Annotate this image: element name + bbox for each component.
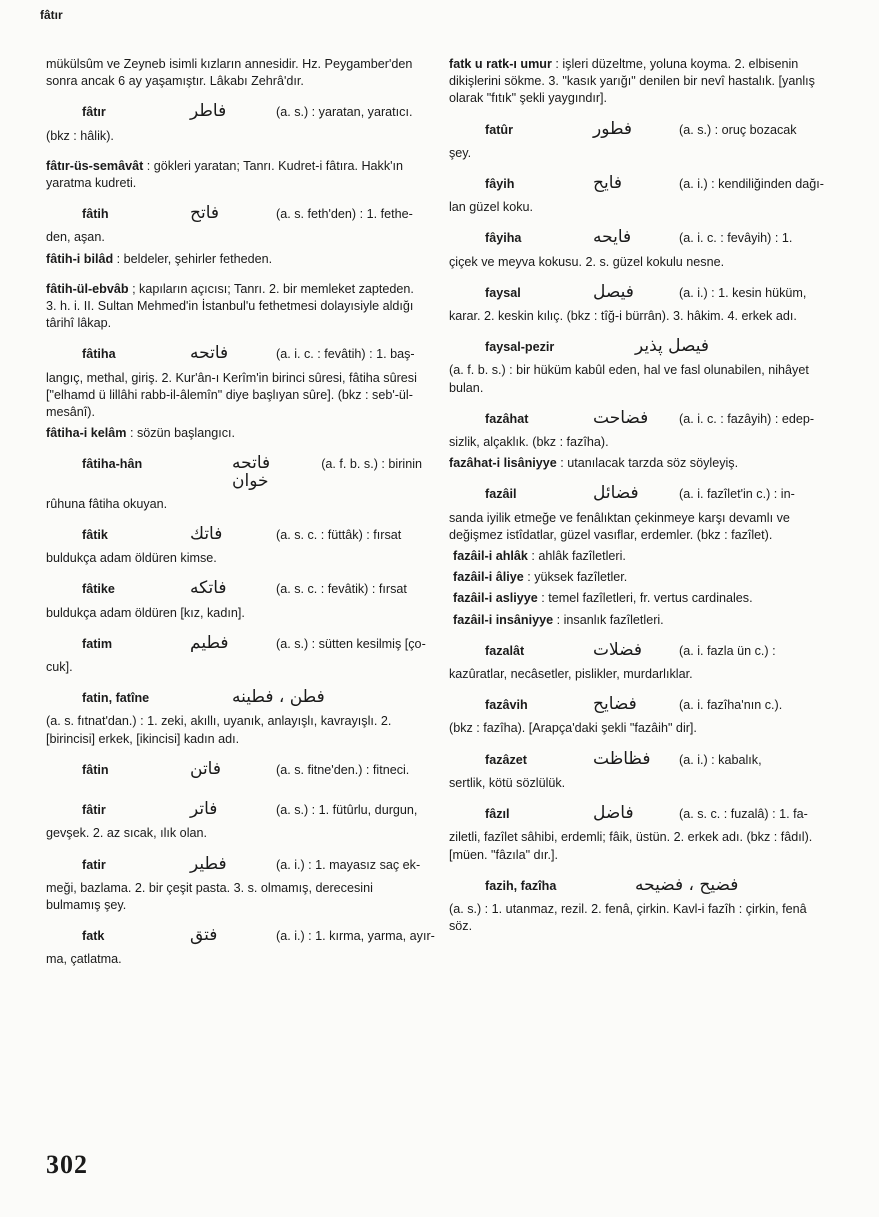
- dictionary-entry: [449, 874, 823, 936]
- headword: fatk u ratk-ı umur: [449, 57, 552, 71]
- definition: (a. s. c. : füttâk) : fırsat: [276, 528, 402, 543]
- arabic-script: فاتح: [190, 203, 220, 224]
- dictionary-entry: [449, 118, 823, 162]
- definition: ; kapıların açıcısı; Tanrı. 2. bir memleket zapteden. 3. h. i. II. Sultan Mehmed'in İstanbul'u fethetmesi dolayısiyle aldığı târihî lâkap.: [46, 281, 414, 331]
- dictionary-entry: [46, 345, 422, 421]
- definition: (a. i.) : 1. kesin hüküm,: [679, 285, 807, 300]
- headword-line: [485, 229, 823, 247]
- arabic-script: فضيح ، فضيحه: [635, 874, 739, 895]
- definition: (a. s.) : oruç bozacak: [679, 122, 797, 137]
- headword: faysal-pezir: [485, 340, 555, 355]
- definition-continued: karar. 2. keskin kılıç. (bkz : tîğ-i bürrân). 3. hâkim. 4. erkek adı.: [449, 309, 797, 324]
- definition: (a. i. fazla ün c.) :: [679, 643, 776, 658]
- definition-continued: rûhuna fâtiha okuyan.: [46, 496, 168, 511]
- dictionary-subentry: [453, 590, 823, 607]
- dictionary-entry: [46, 580, 422, 621]
- arabic-script: فطور: [593, 118, 633, 139]
- arabic-script: فيصل پذير: [635, 336, 710, 357]
- continued-text: mükülsûm ve Zeyneb isimli kızların annesidir. Hz. Peygamber'den sonra ancak 6 ay yaşamıştır. Lâkabı Zehrâ'dır.: [46, 57, 413, 89]
- dictionary-entry: [449, 407, 823, 451]
- arabic-script: فيصل: [593, 281, 634, 302]
- headword: fâtih: [82, 207, 109, 222]
- headword: fazâhat-i lisâniyye: [449, 456, 557, 471]
- arabic-script: فاتحه خوان: [232, 453, 271, 491]
- definition-continued: (bkz : fazîha). [Arapça'daki şekli "fazâih" dir].: [449, 721, 697, 736]
- arabic-script: فضائل: [593, 483, 639, 504]
- headword-line: [82, 689, 422, 707]
- dictionary-entry: [46, 103, 422, 144]
- headword-line: [485, 118, 823, 139]
- definition: (a. s. feth'den) : 1. fethe-: [276, 207, 413, 222]
- definition: (a. i. c. : fevâyih) : 1.: [679, 231, 793, 246]
- dictionary-entry: [46, 925, 435, 968]
- headword: fâtır-üs-semâvât: [46, 158, 144, 173]
- arabic-script: فطيم: [190, 632, 229, 653]
- dictionary-entry: [449, 229, 823, 270]
- dictionary-entry: [449, 485, 823, 544]
- definition: (a. f. b. s.) : birinin: [321, 457, 422, 472]
- definition-continued: ma, çatlatma.: [46, 952, 122, 967]
- definition-continued: çiçek ve meyva kokusu. 2. s. güzel kokulu nesne.: [449, 254, 725, 269]
- arabic-script: فضاحت: [593, 407, 649, 428]
- headword-line: [485, 407, 823, 428]
- definition-continued: şey.: [449, 145, 472, 160]
- headword: fâtik: [82, 528, 108, 543]
- dictionary-subentry: [453, 612, 823, 629]
- left-column: [46, 56, 435, 982]
- headword: fâtike: [82, 582, 115, 597]
- dictionary-entry: [46, 689, 422, 748]
- definition-continued: buldukça adam öldüren kimse.: [46, 551, 217, 566]
- headword: fazâil-i insâniyye: [453, 612, 554, 627]
- arabic-script: فطن ، فطينه: [232, 687, 325, 708]
- right-column: [449, 56, 823, 948]
- running-head: fâtır: [40, 8, 63, 22]
- definition-continued: ziletli, fazîlet sâhibi, erdemli; fâik, üstün. 2. erkek adı. (bkz : fâdıl). [müen. "fâzıla" dır.].: [449, 830, 813, 862]
- definition: : beldeler, şehirler fetheden.: [116, 251, 273, 266]
- definition-continued: buldukça adam öldüren [kız, kadın].: [46, 605, 245, 620]
- headword-line: [82, 758, 422, 779]
- definition: (a. i. fazîlet'in c.) : in-: [679, 487, 795, 502]
- headword-line: [485, 696, 823, 714]
- arabic-script: فاتك: [190, 524, 223, 545]
- definition: (a. s.) : sütten kesilmiş [ço-: [276, 636, 426, 651]
- headword: fâtiha-hân: [82, 457, 143, 472]
- headword: fâtır: [82, 105, 106, 120]
- dictionary-entry: [46, 205, 422, 246]
- definition-continued: kazûratlar, necâsetler, pislikler, murdarlıklar.: [449, 667, 693, 682]
- dictionary-entry: [46, 853, 422, 915]
- definition-continued: meği, bazlama. 2. bir çeşit pasta. 3. s. olmamış, derecesini bulmamış şey.: [46, 880, 373, 912]
- definition-continued: (a. f. b. s.) : bir hüküm kabûl eden, hal ve fasl olunabilen, nihâyet bulan.: [449, 363, 809, 395]
- definition: : insanlık fazîletleri.: [556, 612, 664, 627]
- definition: (a. i.) : kabalık,: [679, 752, 762, 767]
- definition: (a. s.) : 1. fütûrlu, durgun,: [276, 803, 418, 818]
- headword: fâtiha-i kelâm: [46, 426, 127, 441]
- definition: : sözün başlangıcı.: [130, 426, 236, 441]
- definition-continued: sizlik, alçaklık. (bkz : fazîha).: [449, 435, 609, 450]
- headword: fatûr: [485, 122, 513, 137]
- headword: faysal: [485, 285, 521, 300]
- headword: fazâil: [485, 487, 517, 502]
- dictionary-entry: [449, 338, 823, 397]
- definition: : gökleri yaratan; Tanrı. Kudret-i fâtıra. Hakk'ın yaratma kudreti.: [46, 158, 404, 191]
- headword-line: [485, 748, 823, 769]
- headword: fâyih: [485, 177, 515, 192]
- definition-continued: (a. s.) : 1. utanmaz, rezil. 2. fenâ, çirkin. Kavl-i fazîh : çirkin, fenâ söz.: [449, 901, 807, 934]
- arabic-script: فتق: [190, 925, 218, 946]
- definition: : temel fazîletleri, fr. vertus cardinales.: [541, 591, 753, 606]
- definition-continued: (a. s. fıtnat'dan.) : 1. zeki, akıllı, uyanık, anlayışlı, kavrayışlı. 2. [birincisi] erkek, [ikincisi] kadın adı.: [46, 714, 392, 746]
- headword-line: [82, 455, 422, 489]
- arabic-script: فايحه: [593, 227, 632, 248]
- dictionary-entry: [449, 748, 823, 792]
- dictionary-subentry: [453, 548, 823, 565]
- arabic-script: فاتكه: [190, 578, 227, 599]
- headword: fazâhat: [485, 411, 529, 426]
- headword: fazalât: [485, 643, 525, 658]
- dictionary-entry: [449, 639, 823, 683]
- headword: fâyiha: [485, 231, 522, 246]
- headword-line: [485, 338, 823, 356]
- headword-line: [485, 639, 823, 660]
- arabic-script: فاطر: [190, 101, 227, 122]
- definition: (a. i.) : 1. mayasız saç ek-: [276, 857, 421, 872]
- headword-line: [485, 485, 823, 503]
- definition: : yüksek fazîletler.: [527, 570, 628, 585]
- headword: fâzıl: [485, 807, 510, 822]
- definition: : utanılacak tarzda söz söyleyiş.: [560, 456, 739, 471]
- dictionary-entry: [449, 175, 823, 216]
- headword: fatim: [82, 636, 113, 651]
- headword: fazâvih: [485, 698, 528, 713]
- definition: (a. i. c. : fazâyih) : edep-: [679, 411, 815, 426]
- arabic-script: فاتحه: [190, 343, 229, 364]
- definition: (a. i.) : 1. kırma, yarma, ayır-: [276, 929, 435, 944]
- definition: (a. s. c. : fevâtik) : fırsat: [276, 582, 407, 597]
- definition: (a. i. c. : fevâtih) : 1. baş-: [276, 347, 415, 362]
- headword-line: [82, 925, 435, 946]
- headword: fâtir: [82, 803, 106, 818]
- headword-line: [485, 874, 823, 895]
- dictionary-entry: [46, 758, 422, 779]
- dictionary-entry: [46, 56, 422, 90]
- definition-continued: langıç, methal, giriş. 2. Kur'ân-ı Kerîm'in birinci sûresi, fâtiha sûresi ["elhamd ü lillâhi rabb-il-âlemîn" diye başlıyan sûre]. (bkz : seb'-ül-mesânî).: [46, 370, 417, 420]
- headword: fazih, fazîha: [485, 878, 557, 893]
- definition-continued: gevşek. 2. az sıcak, ılık olan.: [46, 826, 207, 841]
- headword-line: [82, 103, 422, 121]
- dictionary-subentry: [449, 56, 823, 108]
- definition-continued: (bkz : hâlik).: [46, 128, 114, 143]
- dictionary-entry: [449, 805, 823, 864]
- dictionary-subentry: [449, 455, 823, 472]
- definition-continued: sertlik, kötü sözlülük.: [449, 775, 566, 790]
- headword: fazâil-i âliye: [453, 570, 524, 585]
- headword-line: [82, 580, 422, 598]
- definition: (a. s. c. : fuzalâ) : 1. fa-: [679, 807, 808, 822]
- dictionary-entry: [449, 281, 823, 325]
- dictionary-entry: [46, 801, 422, 842]
- headword-line: [82, 205, 422, 223]
- dictionary-entry: [449, 696, 823, 737]
- definition: : işleri düzeltme, yoluna koyma. 2. elbisenin dikişlerini sökme. 3. "kasık yarığı" denilen bir nevî hastalık. [yanlış olarak "fıtık" şekli yaygındır].: [449, 57, 815, 106]
- definition-continued: sanda iyilik etmeğe ve fenâlıktan çekinmeye karşı devamlı ve değişmez istîdatlar, güzel vasıflar, erdemler. (bkz : fazîlet).: [449, 510, 790, 542]
- definition: : ahlâk fazîletleri.: [531, 549, 626, 564]
- dictionary-subentry: [46, 425, 422, 442]
- headword-line: [485, 281, 823, 302]
- dictionary-subentry: [46, 281, 422, 333]
- headword: fatin, fatîne: [82, 691, 150, 706]
- definition: (a. i.) : kendiliğinden dağı-: [679, 177, 824, 192]
- headword: fatir: [82, 857, 106, 872]
- arabic-script: فاتن: [190, 758, 221, 779]
- headword: fazâil-i ahlâk: [453, 549, 528, 564]
- headword: fâtih-i bilâd: [46, 251, 114, 266]
- arabic-script: فطير: [190, 853, 227, 874]
- arabic-script: فاتر: [190, 799, 218, 820]
- definition: (a. s. fitne'den.) : fitneci.: [276, 762, 410, 777]
- definition: (a. i. fazîha'nın c.).: [679, 698, 783, 713]
- definition-continued: lan güzel koku.: [449, 200, 534, 215]
- headword: fâtin: [82, 762, 109, 777]
- dictionary-entry: [46, 455, 422, 513]
- dictionary-entry: [46, 526, 422, 567]
- dictionary-subentry: [453, 569, 823, 586]
- headword-line: [82, 853, 422, 874]
- headword-line: [485, 175, 823, 193]
- arabic-script: فظاظت: [593, 748, 651, 769]
- arabic-script: فاضل: [593, 803, 634, 824]
- headword: fazâil-i asliyye: [453, 591, 538, 606]
- headword-line: [82, 345, 422, 363]
- arabic-script: فضلات: [593, 639, 643, 660]
- dictionary-subentry: [46, 251, 422, 268]
- headword-line: [82, 801, 422, 819]
- dictionary-entry: [46, 632, 426, 676]
- definition: (a. s.) : yaratan, yaratıcı.: [276, 105, 413, 120]
- headword: fâtiha: [82, 347, 116, 362]
- headword-line: [82, 632, 426, 653]
- arabic-script: فضايح: [593, 694, 637, 715]
- definition-continued: den, aşan.: [46, 230, 105, 245]
- dictionary-subentry: [46, 158, 422, 192]
- headword: fatk: [82, 929, 105, 944]
- definition-continued: cuk].: [46, 660, 73, 675]
- headword: fâtih-ül-ebvâb: [46, 281, 129, 296]
- headword-line: [485, 805, 823, 823]
- headword: fazâzet: [485, 752, 527, 767]
- arabic-script: فايح: [593, 173, 623, 194]
- headword-line: [82, 526, 422, 544]
- page-number: 302: [46, 1150, 88, 1179]
